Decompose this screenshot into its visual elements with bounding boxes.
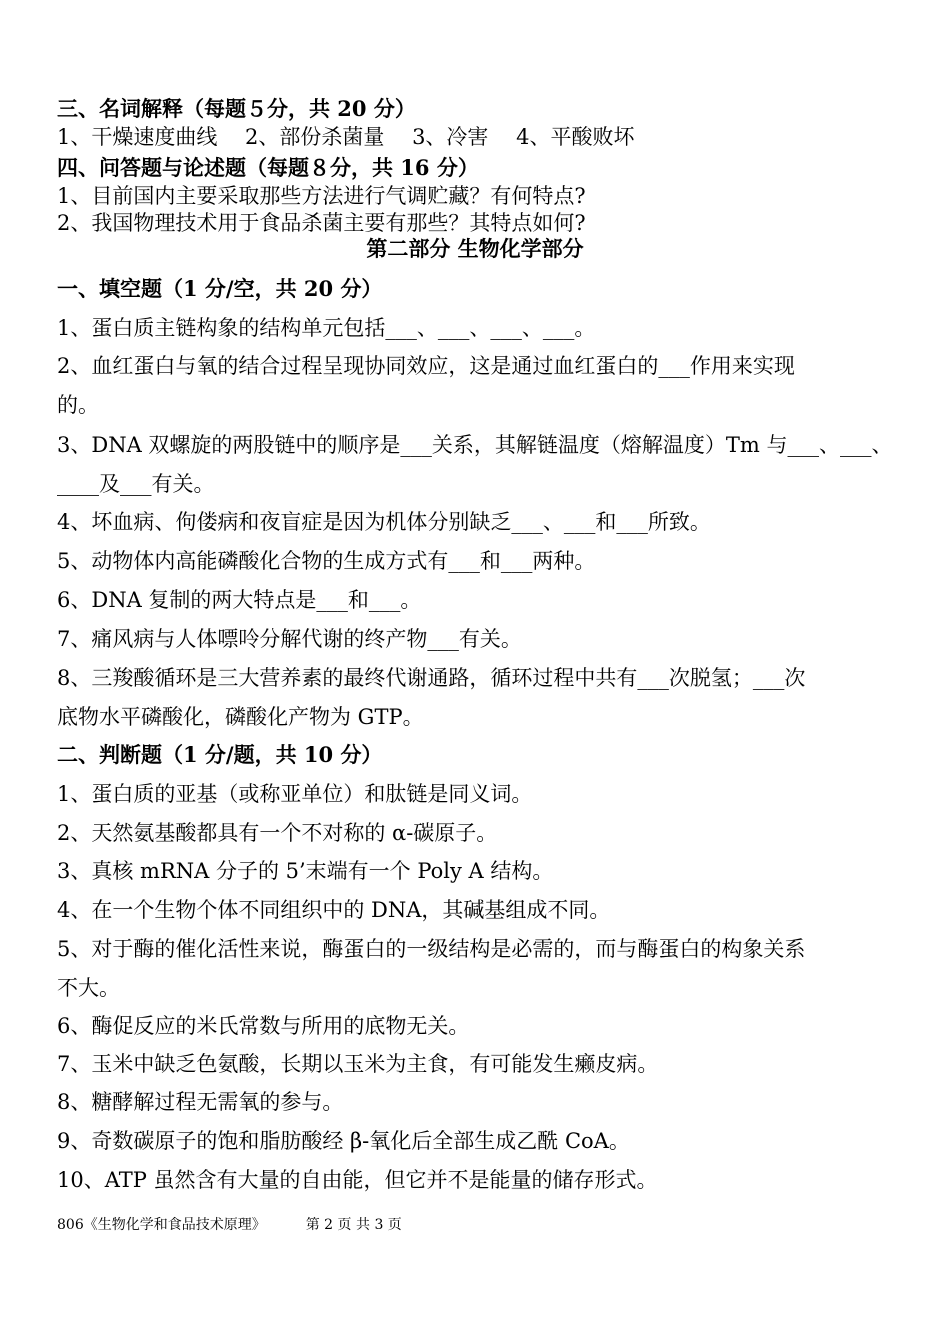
judge-question-2: 2、天然氨基酸都具有一个不对称的 α-碳原子。 <box>57 821 498 845</box>
section-3-items: 1、干燥速度曲线 2、部份杀菌量 3、冷害 4、平酸败坏 <box>57 125 635 149</box>
fill-question-3: 3、DNA 双螺旋的两股链中的顺序是___关系，其解链温度（熔解温度）Tm 与___、___、 <box>57 433 893 457</box>
page-footer <box>57 1214 402 1234</box>
fill-question-5: 5、动物体内高能磷酸化合物的生成方式有___和___两种。 <box>57 549 596 573</box>
judge-question-3: 3、真核 mRNA 分子的 5’末端有一个 Poly A 结构。 <box>57 859 554 883</box>
judge-question-1: 1、蛋白质的亚基（或称亚单位）和肽链是同义词。 <box>57 782 533 806</box>
fill-question-2: 2、血红蛋白与氧的结合过程呈现协同效应，这是通过血红蛋白的___作用来实现 <box>57 354 795 378</box>
fill-question-1: 1、蛋白质主链构象的结构单元包括___、___、___、___。 <box>57 316 596 340</box>
fill-question-3-cont: ____及___有关。 <box>57 472 215 496</box>
part-2-title: 第二部分 生物化学部分 <box>366 236 584 261</box>
judge-question-6: 6、酶促反应的米氏常数与所用的底物无关。 <box>57 1014 470 1038</box>
section-3-title: 三、名词解释（每题５分，共 20 分） <box>57 96 416 121</box>
footer-course: 806《生物化学和食品技术原理》 <box>57 1217 266 1233</box>
judge-title: 二、判断题（1 分/题，共 10 分） <box>57 742 383 767</box>
judge-question-10: 10、ATP 虽然含有大量的自由能，但它并不是能量的储存形式。 <box>57 1168 658 1192</box>
judge-question-8: 8、糖酵解过程无需氧的参与。 <box>57 1090 344 1114</box>
judge-question-4: 4、在一个生物个体不同组织中的 DNA，其碱基组成不同。 <box>57 898 611 922</box>
section-4-question-1: 1、目前国内主要采取那些方法进行气调贮藏？有何特点? <box>57 184 586 208</box>
judge-question-5-cont: 不大。 <box>57 976 120 1000</box>
fill-question-7: 7、痛风病与人体嘌呤分解代谢的终产物___有关。 <box>57 627 522 651</box>
judge-question-5: 5、对于酶的催化活性来说，酶蛋白的一级结构是必需的，而与酶蛋白的构象关系 <box>57 937 806 961</box>
fill-blank-title: 一、填空题（1 分/空，共 20 分） <box>57 276 383 301</box>
fill-question-6: 6、DNA 复制的两大特点是___和___。 <box>57 588 422 612</box>
section-4-title: 四、问答题与论述题（每题８分，共 16 分） <box>57 155 479 180</box>
fill-question-2-cont: 的。 <box>57 393 99 417</box>
judge-question-9: 9、奇数碳原子的饱和脂肪酸经 β-氧化后全部生成乙酰 CoA。 <box>57 1129 630 1153</box>
footer-page-number: 第 2 页 共 3 页 <box>305 1217 402 1233</box>
section-4-question-2: 2、我国物理技术用于食品杀菌主要有那些？其特点如何? <box>57 211 586 235</box>
judge-question-7: 7、玉米中缺乏色氨酸，长期以玉米为主食，有可能发生癞皮病。 <box>57 1052 659 1076</box>
fill-question-4: 4、坏血病、佝偻病和夜盲症是因为机体分别缺乏___、___和___所致。 <box>57 510 711 534</box>
fill-question-8: 8、三羧酸循环是三大营养素的最终代谢通路，循环过程中共有___次脱氢；___次 <box>57 666 806 690</box>
fill-question-8-cont: 底物水平磷酸化，磷酸化产物为 GTP。 <box>57 705 424 729</box>
